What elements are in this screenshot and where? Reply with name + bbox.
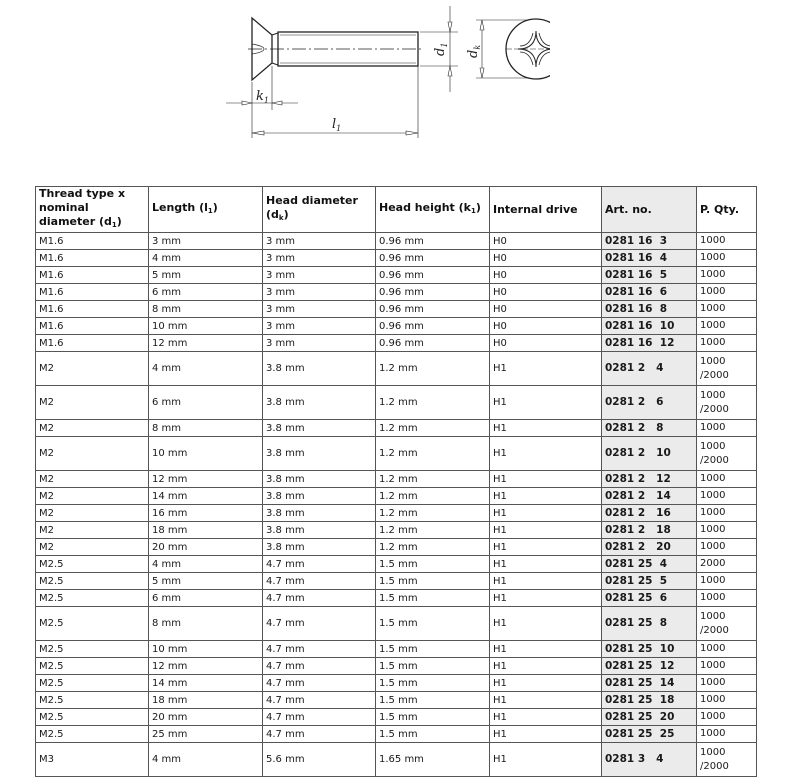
- cell-pack-qty: 1000: [697, 726, 757, 743]
- cell-thread: M2.5: [36, 675, 149, 692]
- cell-internal-drive: H1: [490, 607, 602, 641]
- cell-internal-drive: H1: [490, 675, 602, 692]
- cell-internal-drive: H1: [490, 641, 602, 658]
- cell-thread: M1.6: [36, 250, 149, 267]
- cell-pack-qty: 1000: [697, 301, 757, 318]
- cell-head-diameter: 4.7 mm: [263, 692, 376, 709]
- cell-length: 8 mm: [149, 607, 263, 641]
- table-row: [36, 250, 757, 267]
- cell-thread: M1.6: [36, 335, 149, 352]
- cell-head-height: 1.5 mm: [376, 573, 490, 590]
- cell-thread: M2.5: [36, 641, 149, 658]
- cell-head-diameter: 4.7 mm: [263, 607, 376, 641]
- table-row: [36, 556, 757, 573]
- cell-thread: M2.5: [36, 607, 149, 641]
- table-row: [36, 284, 757, 301]
- cell-head-diameter: 4.7 mm: [263, 658, 376, 675]
- cell-length: 12 mm: [149, 471, 263, 488]
- cell-art-no: 0281 25 20: [602, 709, 697, 726]
- cell-internal-drive: H1: [490, 709, 602, 726]
- cell-length: 18 mm: [149, 522, 263, 539]
- cell-head-height: 1.5 mm: [376, 692, 490, 709]
- cell-thread: M1.6: [36, 233, 149, 250]
- cell-head-diameter: 3.8 mm: [263, 539, 376, 556]
- cell-pack-qty: 1000: [697, 675, 757, 692]
- cell-internal-drive: H1: [490, 726, 602, 743]
- table-row: [36, 301, 757, 318]
- cell-head-height: 1.5 mm: [376, 641, 490, 658]
- cell-pack-qty: 1000: [697, 284, 757, 301]
- cell-art-no: 0281 25 14: [602, 675, 697, 692]
- table-row: [36, 675, 757, 692]
- cell-thread: M2: [36, 488, 149, 505]
- cell-pack-qty: 1000 /2000: [697, 607, 757, 641]
- cell-length: 20 mm: [149, 539, 263, 556]
- header-art-no: Art. no.: [602, 187, 697, 233]
- cell-length: 16 mm: [149, 505, 263, 522]
- cell-length: 4 mm: [149, 352, 263, 386]
- cell-head-height: 1.5 mm: [376, 658, 490, 675]
- cell-thread: M2: [36, 352, 149, 386]
- screw-head-top-view: [506, 19, 550, 79]
- cell-internal-drive: H0: [490, 301, 602, 318]
- cell-head-height: 1.5 mm: [376, 607, 490, 641]
- cell-length: 5 mm: [149, 573, 263, 590]
- cell-art-no: 0281 25 6: [602, 590, 697, 607]
- cell-internal-drive: H1: [490, 522, 602, 539]
- cell-head-diameter: 3 mm: [263, 250, 376, 267]
- table-row: [36, 335, 757, 352]
- cell-internal-drive: H1: [490, 573, 602, 590]
- cell-pack-qty: 1000: [697, 318, 757, 335]
- cell-head-diameter: 5.6 mm: [263, 743, 376, 777]
- table-row: [36, 590, 757, 607]
- cell-head-diameter: 3 mm: [263, 318, 376, 335]
- cell-thread: M2.5: [36, 590, 149, 607]
- cell-thread: M1.6: [36, 267, 149, 284]
- cell-pack-qty: 1000 /2000: [697, 386, 757, 420]
- cell-head-diameter: 3 mm: [263, 267, 376, 284]
- cell-head-diameter: 4.7 mm: [263, 675, 376, 692]
- header-length: Length $(l_1)$: [149, 187, 263, 233]
- cell-pack-qty: 1000: [697, 522, 757, 539]
- cell-head-diameter: 3 mm: [263, 233, 376, 250]
- cell-length: 10 mm: [149, 641, 263, 658]
- cell-pack-qty: 1000: [697, 505, 757, 522]
- cell-head-height: 1.2 mm: [376, 505, 490, 522]
- cell-head-height: 0.96 mm: [376, 335, 490, 352]
- table-body: [36, 233, 757, 777]
- cell-thread: M2.5: [36, 573, 149, 590]
- cell-thread: M1.6: [36, 301, 149, 318]
- cell-head-diameter: 4.7 mm: [263, 590, 376, 607]
- table-row: [36, 386, 757, 420]
- cell-thread: M1.6: [36, 284, 149, 301]
- cell-length: 4 mm: [149, 743, 263, 777]
- cell-head-diameter: 3.8 mm: [263, 386, 376, 420]
- screw-side-view: [226, 6, 530, 138]
- cell-thread: M2: [36, 471, 149, 488]
- cell-internal-drive: H1: [490, 420, 602, 437]
- table-row: [36, 437, 757, 471]
- table-row: [36, 641, 757, 658]
- cell-head-height: 1.5 mm: [376, 556, 490, 573]
- cell-internal-drive: H1: [490, 505, 602, 522]
- cell-thread: M2: [36, 505, 149, 522]
- cell-internal-drive: H1: [490, 590, 602, 607]
- cell-pack-qty: 1000: [697, 233, 757, 250]
- table-row: [36, 233, 757, 250]
- cell-head-diameter: 4.7 mm: [263, 556, 376, 573]
- cell-length: 20 mm: [149, 709, 263, 726]
- cell-length: 10 mm: [149, 437, 263, 471]
- cell-pack-qty: 1000: [697, 267, 757, 284]
- table-row: [36, 743, 757, 777]
- cell-length: 6 mm: [149, 386, 263, 420]
- cell-art-no: 0281 16 4: [602, 250, 697, 267]
- cell-head-height: 1.5 mm: [376, 726, 490, 743]
- cell-art-no: 0281 25 18: [602, 692, 697, 709]
- cell-head-diameter: 3 mm: [263, 301, 376, 318]
- cell-pack-qty: 1000: [697, 641, 757, 658]
- table-row: [36, 318, 757, 335]
- label-l1: $l_1$: [332, 117, 342, 133]
- cell-internal-drive: H0: [490, 233, 602, 250]
- cell-art-no: 0281 16 10: [602, 318, 697, 335]
- cell-internal-drive: H1: [490, 658, 602, 675]
- cell-head-diameter: 3.8 mm: [263, 471, 376, 488]
- cell-length: 4 mm: [149, 250, 263, 267]
- header-internal-drive: Internal drive: [490, 187, 602, 233]
- cell-thread: M2: [36, 420, 149, 437]
- cell-art-no: 0281 25 8: [602, 607, 697, 641]
- cell-head-diameter: 3.8 mm: [263, 352, 376, 386]
- cell-pack-qty: 1000: [697, 420, 757, 437]
- cell-length: 6 mm: [149, 590, 263, 607]
- cell-pack-qty: 1000 /2000: [697, 352, 757, 386]
- cell-pack-qty: 2000: [697, 556, 757, 573]
- cell-length: 14 mm: [149, 488, 263, 505]
- screw-technical-drawing: [200, 0, 550, 150]
- cell-art-no: 0281 2 20: [602, 539, 697, 556]
- cell-head-height: 1.2 mm: [376, 437, 490, 471]
- cell-art-no: 0281 16 6: [602, 284, 697, 301]
- cell-head-diameter: 3.8 mm: [263, 437, 376, 471]
- cell-pack-qty: 1000: [697, 692, 757, 709]
- cell-thread: M2: [36, 522, 149, 539]
- cell-art-no: 0281 2 4: [602, 352, 697, 386]
- cell-length: 25 mm: [149, 726, 263, 743]
- cell-art-no: 0281 2 14: [602, 488, 697, 505]
- cell-art-no: 0281 2 10: [602, 437, 697, 471]
- cell-pack-qty: 1000: [697, 335, 757, 352]
- cell-art-no: 0281 25 12: [602, 658, 697, 675]
- cell-head-height: 1.65 mm: [376, 743, 490, 777]
- cell-length: 4 mm: [149, 556, 263, 573]
- cell-pack-qty: 1000: [697, 488, 757, 505]
- cell-internal-drive: H1: [490, 539, 602, 556]
- cell-head-height: 0.96 mm: [376, 250, 490, 267]
- table-row: [36, 505, 757, 522]
- label-k1: $k_1$: [256, 89, 269, 105]
- cell-internal-drive: H1: [490, 352, 602, 386]
- cell-art-no: 0281 25 4: [602, 556, 697, 573]
- cell-thread: M2.5: [36, 658, 149, 675]
- cell-art-no: 0281 25 5: [602, 573, 697, 590]
- cell-head-diameter: 3.8 mm: [263, 522, 376, 539]
- cell-head-height: 1.2 mm: [376, 488, 490, 505]
- cell-art-no: 0281 2 16: [602, 505, 697, 522]
- cell-head-height: 0.96 mm: [376, 233, 490, 250]
- cell-head-diameter: 4.7 mm: [263, 709, 376, 726]
- cell-head-diameter: 4.7 mm: [263, 573, 376, 590]
- cell-head-height: 1.5 mm: [376, 709, 490, 726]
- cell-pack-qty: 1000: [697, 471, 757, 488]
- table-row: [36, 267, 757, 284]
- cell-length: 8 mm: [149, 420, 263, 437]
- cell-internal-drive: H1: [490, 743, 602, 777]
- cell-length: 18 mm: [149, 692, 263, 709]
- cell-length: 3 mm: [149, 233, 263, 250]
- table-row: [36, 488, 757, 505]
- cell-head-height: 0.96 mm: [376, 267, 490, 284]
- cell-art-no: 0281 2 12: [602, 471, 697, 488]
- cell-pack-qty: 1000: [697, 250, 757, 267]
- cell-internal-drive: H0: [490, 284, 602, 301]
- table-row: [36, 352, 757, 386]
- cell-art-no: 0281 25 25: [602, 726, 697, 743]
- cell-internal-drive: H1: [490, 556, 602, 573]
- table-row: [36, 658, 757, 675]
- cell-pack-qty: 1000 /2000: [697, 437, 757, 471]
- cell-thread: M2.5: [36, 556, 149, 573]
- cell-length: 10 mm: [149, 318, 263, 335]
- cell-head-height: 1.2 mm: [376, 471, 490, 488]
- cell-length: 8 mm: [149, 301, 263, 318]
- table-row: [36, 709, 757, 726]
- label-d1: $d_1$: [433, 42, 449, 56]
- cell-internal-drive: H1: [490, 386, 602, 420]
- cell-thread: M3: [36, 743, 149, 777]
- cell-thread: M2.5: [36, 692, 149, 709]
- cell-head-diameter: 3.8 mm: [263, 420, 376, 437]
- cell-thread: M2: [36, 539, 149, 556]
- cell-head-height: 0.96 mm: [376, 301, 490, 318]
- cell-pack-qty: 1000: [697, 539, 757, 556]
- cell-internal-drive: H1: [490, 488, 602, 505]
- table-header-row: [36, 187, 757, 233]
- label-dk: $d_k$: [466, 44, 482, 58]
- header-thread: Thread type x nominal diameter $(d_1)$: [36, 187, 149, 233]
- cell-art-no: 0281 16 3: [602, 233, 697, 250]
- cell-art-no: 0281 16 12: [602, 335, 697, 352]
- table-row: [36, 607, 757, 641]
- cell-thread: M2: [36, 386, 149, 420]
- cell-head-height: 1.2 mm: [376, 420, 490, 437]
- cell-internal-drive: H1: [490, 437, 602, 471]
- table-row: [36, 420, 757, 437]
- cell-art-no: 0281 2 8: [602, 420, 697, 437]
- cell-art-no: 0281 16 5: [602, 267, 697, 284]
- cell-length: 14 mm: [149, 675, 263, 692]
- header-head-diameter: Head diameter $(d_k)$: [263, 187, 376, 233]
- cell-pack-qty: 1000: [697, 573, 757, 590]
- cell-head-diameter: 3 mm: [263, 335, 376, 352]
- cell-internal-drive: H1: [490, 471, 602, 488]
- cell-art-no: 0281 2 6: [602, 386, 697, 420]
- cell-art-no: 0281 3 4: [602, 743, 697, 777]
- cell-thread: M2.5: [36, 726, 149, 743]
- cell-head-height: 0.96 mm: [376, 284, 490, 301]
- cell-internal-drive: H1: [490, 692, 602, 709]
- cell-art-no: 0281 25 10: [602, 641, 697, 658]
- cell-pack-qty: 1000: [697, 709, 757, 726]
- cell-internal-drive: H0: [490, 318, 602, 335]
- cell-length: 12 mm: [149, 335, 263, 352]
- header-head-height: Head height $(k_1)$: [376, 187, 490, 233]
- cell-thread: M2: [36, 437, 149, 471]
- cell-thread: M1.6: [36, 318, 149, 335]
- cell-length: 5 mm: [149, 267, 263, 284]
- cell-internal-drive: H0: [490, 250, 602, 267]
- table-row: [36, 692, 757, 709]
- screw-spec-table: [35, 186, 757, 777]
- cell-head-diameter: 4.7 mm: [263, 726, 376, 743]
- cell-head-diameter: 3.8 mm: [263, 488, 376, 505]
- cell-head-diameter: 4.7 mm: [263, 641, 376, 658]
- cell-art-no: 0281 2 18: [602, 522, 697, 539]
- cell-head-height: 0.96 mm: [376, 318, 490, 335]
- cell-head-diameter: 3 mm: [263, 284, 376, 301]
- cell-head-diameter: 3.8 mm: [263, 505, 376, 522]
- cell-head-height: 1.2 mm: [376, 352, 490, 386]
- cell-thread: M2.5: [36, 709, 149, 726]
- cell-pack-qty: 1000: [697, 590, 757, 607]
- table-row: [36, 471, 757, 488]
- cell-length: 6 mm: [149, 284, 263, 301]
- table-row: [36, 539, 757, 556]
- cell-head-height: 1.5 mm: [376, 675, 490, 692]
- cell-head-height: 1.5 mm: [376, 590, 490, 607]
- cell-head-height: 1.2 mm: [376, 522, 490, 539]
- cell-length: 12 mm: [149, 658, 263, 675]
- cell-pack-qty: 1000 /2000: [697, 743, 757, 777]
- cell-internal-drive: H0: [490, 267, 602, 284]
- table-row: [36, 726, 757, 743]
- table-row: [36, 522, 757, 539]
- cell-head-height: 1.2 mm: [376, 386, 490, 420]
- cell-internal-drive: H0: [490, 335, 602, 352]
- cell-head-height: 1.2 mm: [376, 539, 490, 556]
- header-pack-qty: P. Qty.: [697, 187, 757, 233]
- cell-pack-qty: 1000: [697, 658, 757, 675]
- table-row: [36, 573, 757, 590]
- cell-art-no: 0281 16 8: [602, 301, 697, 318]
